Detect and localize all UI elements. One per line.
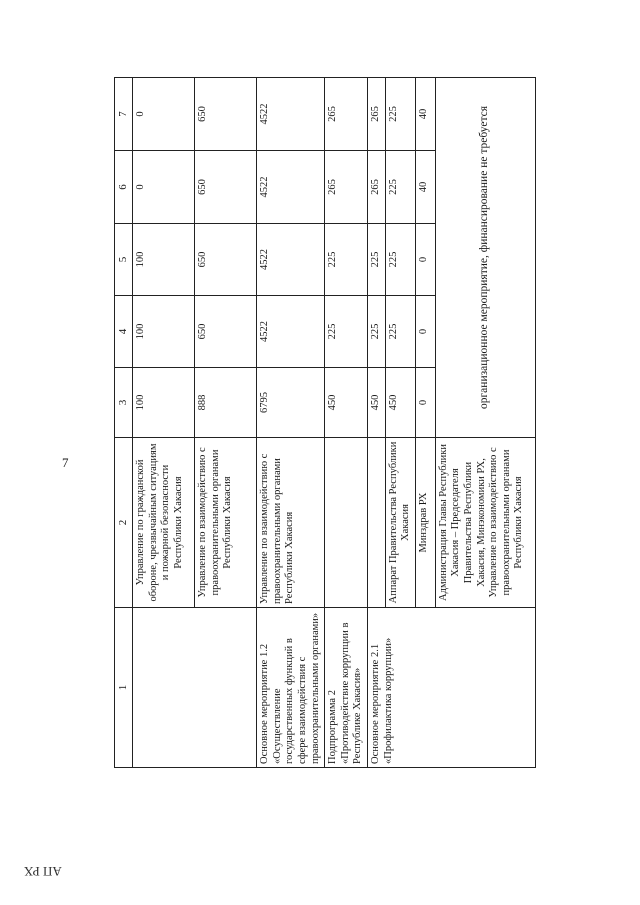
value-cell: 225 bbox=[325, 296, 368, 368]
rotated-table-wrapper bbox=[114, 78, 526, 768]
header-cell: 7 bbox=[115, 78, 133, 151]
measure-cell bbox=[133, 608, 257, 768]
value-cell: 650 bbox=[195, 296, 257, 368]
value-cell: 265 bbox=[325, 78, 368, 151]
value-cell: 225 bbox=[385, 296, 415, 368]
header-cell: 1 bbox=[115, 608, 133, 768]
table-row bbox=[257, 78, 325, 768]
value-cell: 6795 bbox=[257, 368, 325, 438]
value-cell: 4522 bbox=[257, 151, 325, 224]
executor-cell: Управление по взаимодействию с правоохранительными органами Республики Хакасия bbox=[257, 438, 325, 608]
value-cell: 450 bbox=[385, 368, 415, 438]
executor-cell: Администрация Главы Республики Хакасия – Председателя Правительства Республики Хакасия, Минэкономики РХ, Управление по взаимодействию с правоохранительными органами Республики Хакасия bbox=[435, 438, 535, 608]
table-row bbox=[325, 78, 368, 768]
value-cell: 100 bbox=[133, 368, 195, 438]
value-cell: 0 bbox=[415, 368, 435, 438]
value-cell: 450 bbox=[367, 368, 385, 438]
value-cell: 0 bbox=[415, 224, 435, 296]
executor-cell: Аппарат Правительства Республики Хакасия bbox=[385, 438, 415, 608]
subprogram-cell: Подпрограмма 2 «Противодействие коррупции в Республике Хакасия» bbox=[325, 608, 368, 768]
value-cell: 225 bbox=[385, 151, 415, 224]
value-cell: 100 bbox=[133, 296, 195, 368]
value-cell: 650 bbox=[195, 78, 257, 151]
value-cell: 0 bbox=[133, 78, 195, 151]
value-cell: 0 bbox=[133, 151, 195, 224]
value-cell: 40 bbox=[415, 78, 435, 151]
value-cell: 100 bbox=[133, 224, 195, 296]
header-cell: 3 bbox=[115, 368, 133, 438]
header-cell: 5 bbox=[115, 224, 133, 296]
value-cell: 650 bbox=[195, 224, 257, 296]
header-cell: 2 bbox=[115, 438, 133, 608]
value-cell: 4522 bbox=[257, 78, 325, 151]
page-number: 7 bbox=[62, 455, 69, 470]
value-cell: 265 bbox=[325, 151, 368, 224]
value-cell: 225 bbox=[325, 224, 368, 296]
note-cell: организационное мероприятие, финансирование не требуется bbox=[435, 78, 535, 438]
table-row bbox=[367, 78, 385, 768]
header-row bbox=[115, 78, 133, 768]
value-cell: 450 bbox=[325, 368, 368, 438]
executor-cell: Управление по взаимодействию с правоохранительными органами Республики Хакасия bbox=[195, 438, 257, 608]
value-cell: 225 bbox=[385, 224, 415, 296]
value-cell: 888 bbox=[195, 368, 257, 438]
value-cell: 4522 bbox=[257, 224, 325, 296]
measure-cell: Основное мероприятие 1.2 «Осуществление государственных функций в сфере взаимодействия с правоохранительными органами» bbox=[257, 608, 325, 768]
executor-cell: Управление по гражданской обороне, чрезвычайным ситуациям и пожарной безопасности Республики Хакасия bbox=[133, 438, 195, 608]
table-row bbox=[133, 78, 195, 768]
executor-cell: Минздрав РХ bbox=[415, 438, 435, 608]
value-cell: 40 bbox=[415, 151, 435, 224]
value-cell: 225 bbox=[367, 296, 385, 368]
budget-table bbox=[114, 77, 536, 768]
measure-cell: Основное мероприятие 2.1 «Профилактика коррупции» bbox=[367, 608, 535, 768]
header-cell: 4 bbox=[115, 296, 133, 368]
value-cell: 0 bbox=[415, 296, 435, 368]
footer-label: АП РХ bbox=[24, 864, 62, 879]
value-cell: 265 bbox=[367, 151, 385, 224]
value-cell: 225 bbox=[385, 78, 415, 151]
value-cell: 265 bbox=[367, 78, 385, 151]
executor-cell bbox=[367, 438, 385, 608]
value-cell: 650 bbox=[195, 151, 257, 224]
executor-cell bbox=[325, 438, 368, 608]
header-cell: 6 bbox=[115, 151, 133, 224]
value-cell: 4522 bbox=[257, 296, 325, 368]
value-cell: 225 bbox=[367, 224, 385, 296]
